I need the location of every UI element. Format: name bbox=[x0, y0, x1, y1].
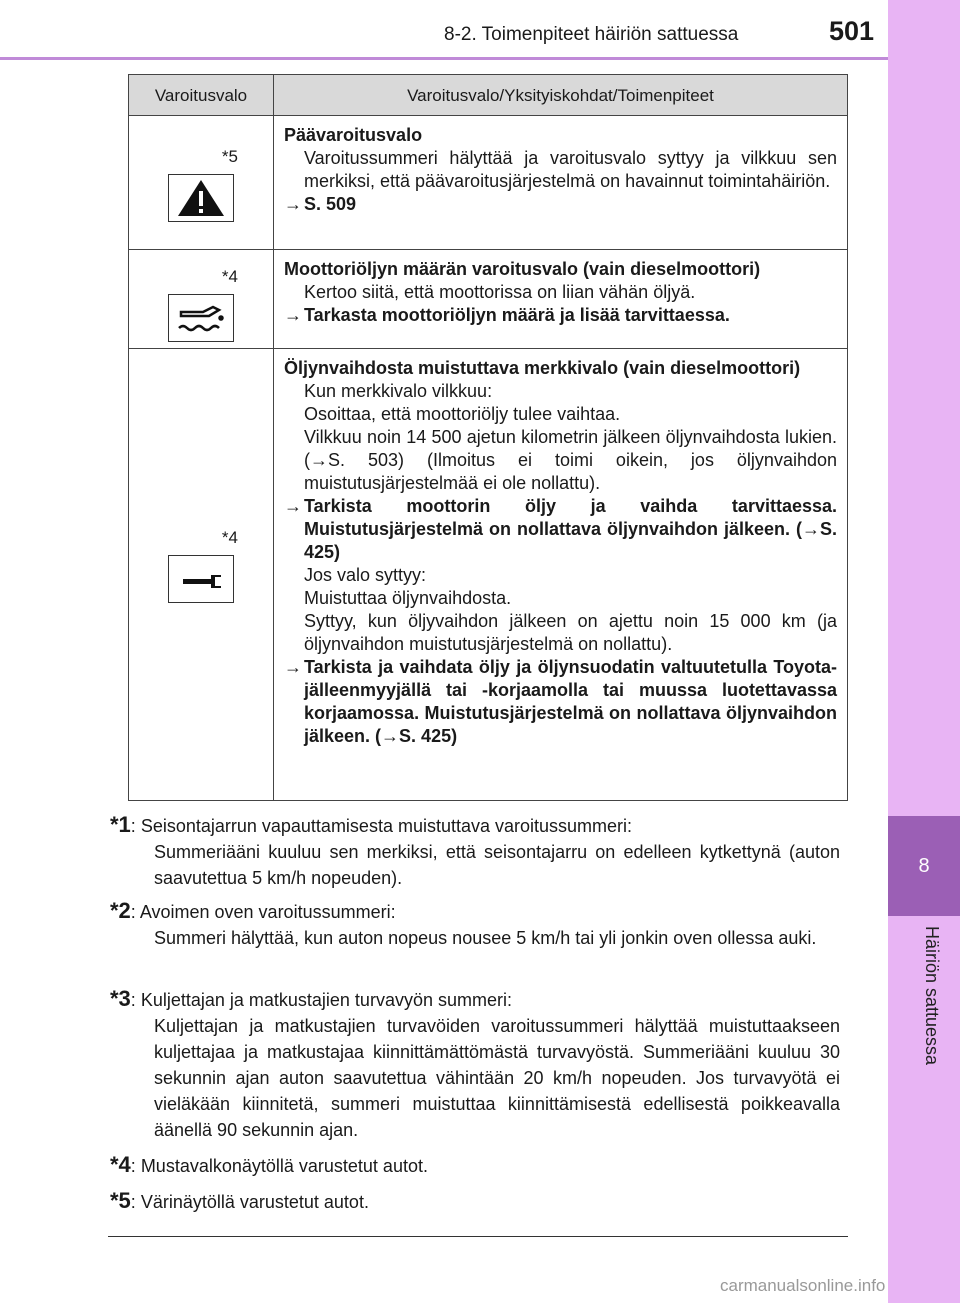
row-text: Syttyy, kun öljyvaihdon jälkeen on ajettu noin 15 000 km (ja öljynvaihdon muistutusjärjestelmä on nollattu). bbox=[304, 611, 837, 654]
footnote-title: Värinäytöllä varustetut autot. bbox=[140, 1192, 369, 1212]
chapter-title-vertical: Häiriön sattuessa bbox=[922, 926, 942, 1066]
master-warning-icon bbox=[168, 174, 234, 222]
light-cell bbox=[129, 116, 274, 250]
page-reference-link[interactable]: S. 425 bbox=[399, 726, 452, 746]
page-reference-link[interactable]: S. 425 bbox=[304, 519, 837, 562]
text-part: Tarkista moottorin öljy ja vaihda tarvittaessa. Muistutusjärjestelmä on nollattava öljynvaihdon jälkeen. ( bbox=[304, 496, 837, 539]
footnote: *5: Värinäytöllä varustetut autot. bbox=[110, 1188, 369, 1213]
action-text: Tarkasta moottoriöljyn määrä ja lisää tarvittaessa. bbox=[304, 305, 730, 325]
table-row bbox=[129, 116, 848, 250]
header-divider bbox=[0, 57, 888, 60]
footnote: *3: Kuljettajan ja matkustajien turvavyön summeri: Kuljettajan ja matkustajien turvavöiden varoitussummeri hälyttää muistuttaakseen kuljettajaa ja matkustajaa kiinnittämättömästä turvavyöstä. Summeriääni kuuluu 30 sekunnin ajan auton saavutettua vähintään 20 km/h nopeuden. Jos turvavyötä ei vieläkään kiinnitetä, summeri muistuttaa kiinnittämisestä edellisestä poikkeavalla äänellä 90 sekunnin ajan. bbox=[110, 986, 840, 1143]
watermark: carmanualsonline.info bbox=[720, 1276, 886, 1295]
footer-divider bbox=[108, 1236, 848, 1237]
footnote-title: Avoimen oven varoitussummeri: bbox=[139, 902, 396, 922]
action-text bbox=[304, 495, 837, 564]
footnote: *2: Avoimen oven varoitussummeri: Summeri hälyttää, kun auton nopeus nousee 5 km/h tai yli jonkin oven ollessa auki. bbox=[110, 898, 840, 951]
text-part: Tarkista ja vaihdata öljy ja öljynsuodatin valtuutetulla Toyota-jälleenmyyjällä tai -korjaamolla tai muussa luotettavassa korjaamossa. Muistutusjärjestelmä on nollattava öljynvaihdon jälkeen. ( bbox=[304, 657, 837, 746]
arrow-icon: → bbox=[284, 194, 302, 214]
text-part: Vilkkuu noin 14 500 ajetun kilometrin jälkeen öljynvaihdosta lukien. ( bbox=[304, 427, 837, 470]
arrow-icon: → bbox=[381, 726, 400, 746]
footnote-title: Kuljettajan ja matkustajien turvavyön summeri: bbox=[140, 990, 512, 1010]
arrow-icon: → bbox=[284, 657, 302, 677]
row-text: Muistuttaa öljynvaihdosta. bbox=[304, 588, 512, 608]
row-title: Moottoriöljyn määrän varoitusvalo (vain dieselmoottori) bbox=[284, 259, 761, 279]
arrow-icon: → bbox=[284, 496, 302, 516]
section-title: 8-2. Toimenpiteet häiriön sattuessa bbox=[444, 24, 739, 45]
action-line bbox=[284, 193, 837, 216]
action-line bbox=[284, 304, 837, 327]
arrow-icon: → bbox=[284, 305, 302, 325]
text-part: ) bbox=[451, 726, 458, 746]
footnote-mark: *5 bbox=[110, 1188, 131, 1213]
light-cell bbox=[129, 349, 274, 801]
footnote-mark: *2 bbox=[110, 898, 131, 923]
row-text bbox=[284, 426, 837, 495]
footnote-text: Kuljettajan ja matkustajien turvavöiden varoitussummeri hälyttää muistuttaakseen kuljettajaa ja matkustajaa kiinnittämättömästä turvavyöstä. Summeriääni kuuluu 30 sekunnin ajan auton saavutettua vähintään 20 km/h nopeuden. Jos turvavyötä ei vieläkään kiinnitetä, summeri muistuttaa kiinnittämisestä edellisestä poikkeavalla äänellä 90 sekunnin ajan. bbox=[154, 1016, 840, 1140]
footnote-ref: *4 bbox=[221, 267, 238, 286]
footnote-mark: *4 bbox=[110, 1152, 131, 1177]
action-line bbox=[284, 656, 837, 748]
action-line bbox=[284, 495, 837, 564]
details-cell bbox=[274, 116, 848, 250]
table-row bbox=[129, 349, 848, 801]
row-text: Varoitussummeri hälyttää ja varoitusvalo syttyy ja vilkkuu sen merkiksi, että päävaroitusjärjestelmä on havainnut toimintahäiriön. bbox=[304, 148, 837, 191]
footnote-ref: *4 bbox=[221, 528, 238, 547]
text-part: ) bbox=[334, 542, 341, 562]
header-cell-light: Varoitusvalo bbox=[129, 75, 274, 116]
footnote-text: Summeriääni kuuluu sen merkiksi, että seisontajarru on edelleen kytkettynä (auton saavutettua 5 km/h nopeuden). bbox=[154, 842, 840, 888]
page-reference-link[interactable]: S. 503 bbox=[328, 450, 399, 470]
row-text: Kertoo siitä, että moottorissa on liian vähän öljyä. bbox=[304, 282, 696, 302]
footnote: *4: Mustavalkonäytöllä varustetut autot. bbox=[110, 1152, 428, 1177]
arrow-icon: → bbox=[310, 450, 328, 470]
footnote-mark: *3 bbox=[110, 986, 131, 1011]
oil-level-icon bbox=[168, 294, 234, 342]
chapter-number-box[interactable] bbox=[888, 816, 960, 916]
header-cell-details: Varoitusvalo/Yksityiskohdat/Toimenpiteet bbox=[274, 75, 848, 116]
details-cell bbox=[274, 349, 848, 801]
chapter-number: 8 bbox=[918, 854, 930, 877]
footnote-text: Summeri hälyttää, kun auton nopeus nousee 5 km/h tai yli jonkin oven ollessa auki. bbox=[154, 928, 817, 948]
row-text: Osoittaa, että moottoriöljy tulee vaihtaa. bbox=[304, 404, 621, 424]
warning-light-table bbox=[128, 74, 848, 801]
arrow-icon: → bbox=[801, 519, 820, 539]
footnote-title: Mustavalkonäytöllä varustetut autot. bbox=[140, 1156, 428, 1176]
page-reference-link[interactable]: S. 509 bbox=[304, 194, 357, 214]
footnote-ref: *5 bbox=[221, 147, 238, 166]
row-text: Kun merkkivalo vilkkuu: bbox=[304, 381, 493, 401]
row-title: Öljynvaihdosta muistuttava merkkivalo (vain dieselmoottori) bbox=[284, 358, 801, 378]
table-row bbox=[129, 250, 848, 349]
chapter-side-tab bbox=[888, 0, 960, 1303]
row-title: Päävaroitusvalo bbox=[284, 125, 423, 145]
footnote: *1: Seisontajarrun vapauttamisesta muistuttava varoitussummeri: Summeriääni kuuluu sen merkiksi, että seisontajarru on edelleen kytkettynä (auton saavutettua 5 km/h nopeuden). bbox=[110, 812, 840, 891]
wrench-icon bbox=[168, 555, 234, 603]
footnote-mark: *1 bbox=[110, 812, 131, 837]
page-number: 501 bbox=[829, 16, 875, 46]
footnote-title: Seisontajarrun vapauttamisesta muistuttava varoitussummeri: bbox=[140, 816, 633, 836]
row-text: Jos valo syttyy: bbox=[304, 565, 427, 585]
text-part: ) (Ilmoitus ei toimi oikein, jos öljynvaihdon muistutusjärjestelmää ei ole nollattu). bbox=[304, 450, 837, 493]
action-text bbox=[304, 656, 837, 748]
table-header-row bbox=[129, 75, 848, 116]
light-cell bbox=[129, 250, 274, 349]
details-cell bbox=[274, 250, 848, 349]
